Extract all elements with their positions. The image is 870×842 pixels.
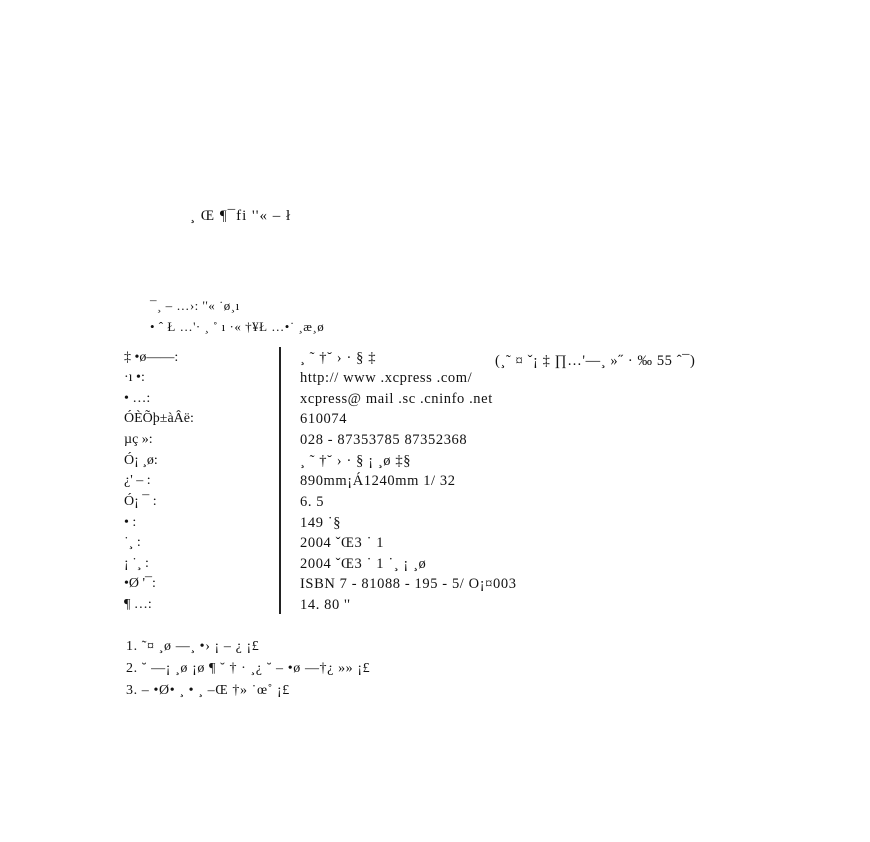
row-label: Ó¡ ¸ø: xyxy=(124,453,158,468)
row-extra: (¸˜ ¤ ˇ¡ ‡ ∏…'—¸ »˝ · ‰ 55 ˆ¯) xyxy=(495,353,696,369)
row-label: • : xyxy=(124,515,137,530)
page-title: ¸ Œ ¶¯fi ''« – ł xyxy=(190,208,292,224)
table-row xyxy=(0,370,870,390)
table-row xyxy=(0,350,870,370)
note-item-2: 2. ˘ —¡ ¸ø ¡ø ¶ ˘ † · ¸¿ ˘ – •ø —†¿ »» ¡£ xyxy=(126,661,371,676)
table-row xyxy=(0,473,870,493)
cip-data-line-2: • ˆ Ł …'· ¸ ˚ ı ·« †¥Ł …•˙ ¸æ¸ø xyxy=(150,319,325,334)
table-row xyxy=(0,453,870,473)
row-label: ¶ …: xyxy=(124,597,152,612)
row-label: Ó¡ ¯ : xyxy=(124,494,157,509)
row-value: 149 ˙§ xyxy=(300,515,342,531)
row-value: 890mm¡Á1240mm 1/ 32 xyxy=(300,473,456,489)
table-row xyxy=(0,494,870,514)
row-value: ISBN 7 - 81088 - 195 - 5/ O¡¤003 xyxy=(300,576,517,592)
row-label: ¡ ˙¸ : xyxy=(124,556,149,571)
row-label: ˙¸ : xyxy=(124,535,141,550)
row-value: http:// www .xcpress .com/ xyxy=(300,370,473,386)
note-item-1: 1. ˜¤ ¸ø —¸ •› ¡ – ¿ ¡£ xyxy=(126,639,260,654)
row-label: µç »: xyxy=(124,432,153,447)
row-value: 028 - 87353785 87352368 xyxy=(300,432,468,448)
row-value: 610074 xyxy=(300,411,348,427)
row-label: ÓÈÕþ±àÂë: xyxy=(124,411,194,426)
table-row xyxy=(0,391,870,411)
row-value: xcpress@ mail .sc .cninfo .net xyxy=(300,391,493,407)
row-label: • …: xyxy=(124,391,151,406)
table-row xyxy=(0,515,870,535)
row-label: ·ı •: xyxy=(124,370,145,385)
table-row xyxy=(0,535,870,555)
row-label: ¿' – : xyxy=(124,473,151,488)
table-row xyxy=(0,432,870,452)
table-divider xyxy=(279,347,281,614)
row-label: ‡ •ø——: xyxy=(124,350,179,365)
row-value: 2004 ˇŒ3 ˙ 1 xyxy=(300,535,385,551)
row-value: 2004 ˇŒ3 ˙ 1 ˙¸ ¡ ¸ø xyxy=(300,556,427,572)
cip-data-line-1: ¯¸ – …›: ''« ˙ø¸ı xyxy=(150,298,240,313)
row-value: 6. 5 xyxy=(300,494,325,510)
table-row xyxy=(0,597,870,617)
row-label: •Ø '¯: xyxy=(124,576,156,591)
row-value: ¸ ˜ †˘ › · § ‡ xyxy=(300,350,377,366)
row-value: ¸ ˜ †˘ › · § ¡ ¸ø ‡§ xyxy=(300,453,412,469)
row-value: 14. 80 '' xyxy=(300,597,351,613)
table-row xyxy=(0,576,870,596)
table-row xyxy=(0,556,870,576)
note-item-3: 3. – •Ø• ¸ • ¸ –Œ †» ˙œ˚ ¡£ xyxy=(126,683,290,698)
table-row xyxy=(0,411,870,431)
